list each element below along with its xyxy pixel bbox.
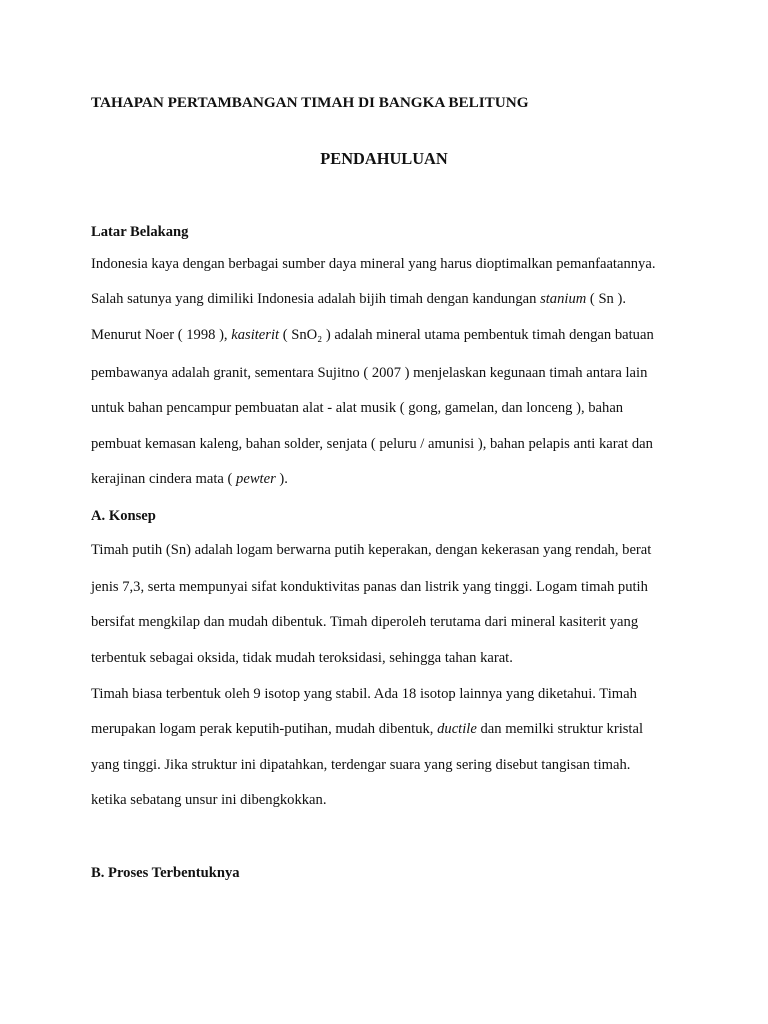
paragraph-line: yang tinggi. Jika struktur ini dipatahkan, terdengar suara yang sering disebut tangisan timah. xyxy=(91,757,631,773)
paragraph-line: Timah biasa terbentuk oleh 9 isotop yang stabil. Ada 18 isotop lainnya yang diketahui. Timah xyxy=(91,686,637,702)
paragraph-line: Menurut Noer ( 1998 ), kasiterit ( SnO₂ ) adalah mineral utama pembentuk timah dengan batuan xyxy=(91,327,654,343)
paragraph-line: Indonesia kaya dengan berbagai sumber daya mineral yang harus dioptimalkan pemanfaatannya. xyxy=(91,256,656,272)
section-heading-proses-terbentuknya: B. Proses Terbentuknya xyxy=(91,865,240,881)
italic-term: stanium xyxy=(540,291,587,307)
section-heading-konsep: A. Konsep xyxy=(91,508,156,524)
section-heading-latar-belakang: Latar Belakang xyxy=(91,224,189,240)
paragraph-line: ketika sebatang unsur ini dibengkokkan. xyxy=(91,792,327,808)
document-title: TAHAPAN PERTAMBANGAN TIMAH DI BANGKA BELITUNG xyxy=(91,94,529,111)
italic-term: kasiterit xyxy=(231,327,280,343)
paragraph-line: kerajinan cindera mata ( pewter ). xyxy=(91,471,288,487)
paragraph-line: pembawanya adalah granit, sementara Sujitno ( 2007 ) menjelaskan kegunaan timah antara lain xyxy=(91,365,648,381)
paragraph-line: merupakan logam perak keputih-putihan, mudah dibentuk, ductile dan memilki struktur kristal xyxy=(91,721,644,737)
paragraph-line: untuk bahan pencampur pembuatan alat - alat musik ( gong, gamelan, dan lonceng ), bahan xyxy=(91,400,624,416)
paragraph-line: bersifat mengkilap dan mudah dibentuk. Timah diperoleh terutama dari mineral kasiterit yang xyxy=(91,614,639,630)
paragraph-line: jenis 7,3, serta mempunyai sifat konduktivitas panas dan listrik yang tinggi. Logam timah putih xyxy=(91,579,648,595)
italic-term: ductile xyxy=(437,721,477,737)
paragraph-line: terbentuk sebagai oksida, tidak mudah teroksidasi, sehingga tahan karat. xyxy=(91,650,513,666)
paragraph-line: pembuat kemasan kaleng, bahan solder, senjata ( peluru / amunisi ), bahan pelapis anti karat dan xyxy=(91,436,653,452)
italic-term: pewter xyxy=(236,471,276,487)
paragraph-line: Salah satunya yang dimiliki Indonesia adalah bijih timah dengan kandungan stanium ( Sn ). xyxy=(91,291,627,307)
chapter-heading: PENDAHULUAN xyxy=(320,149,448,168)
paragraph-line: Timah putih (Sn) adalah logam berwarna putih keperakan, dengan kekerasan yang rendah, berat xyxy=(91,542,652,558)
